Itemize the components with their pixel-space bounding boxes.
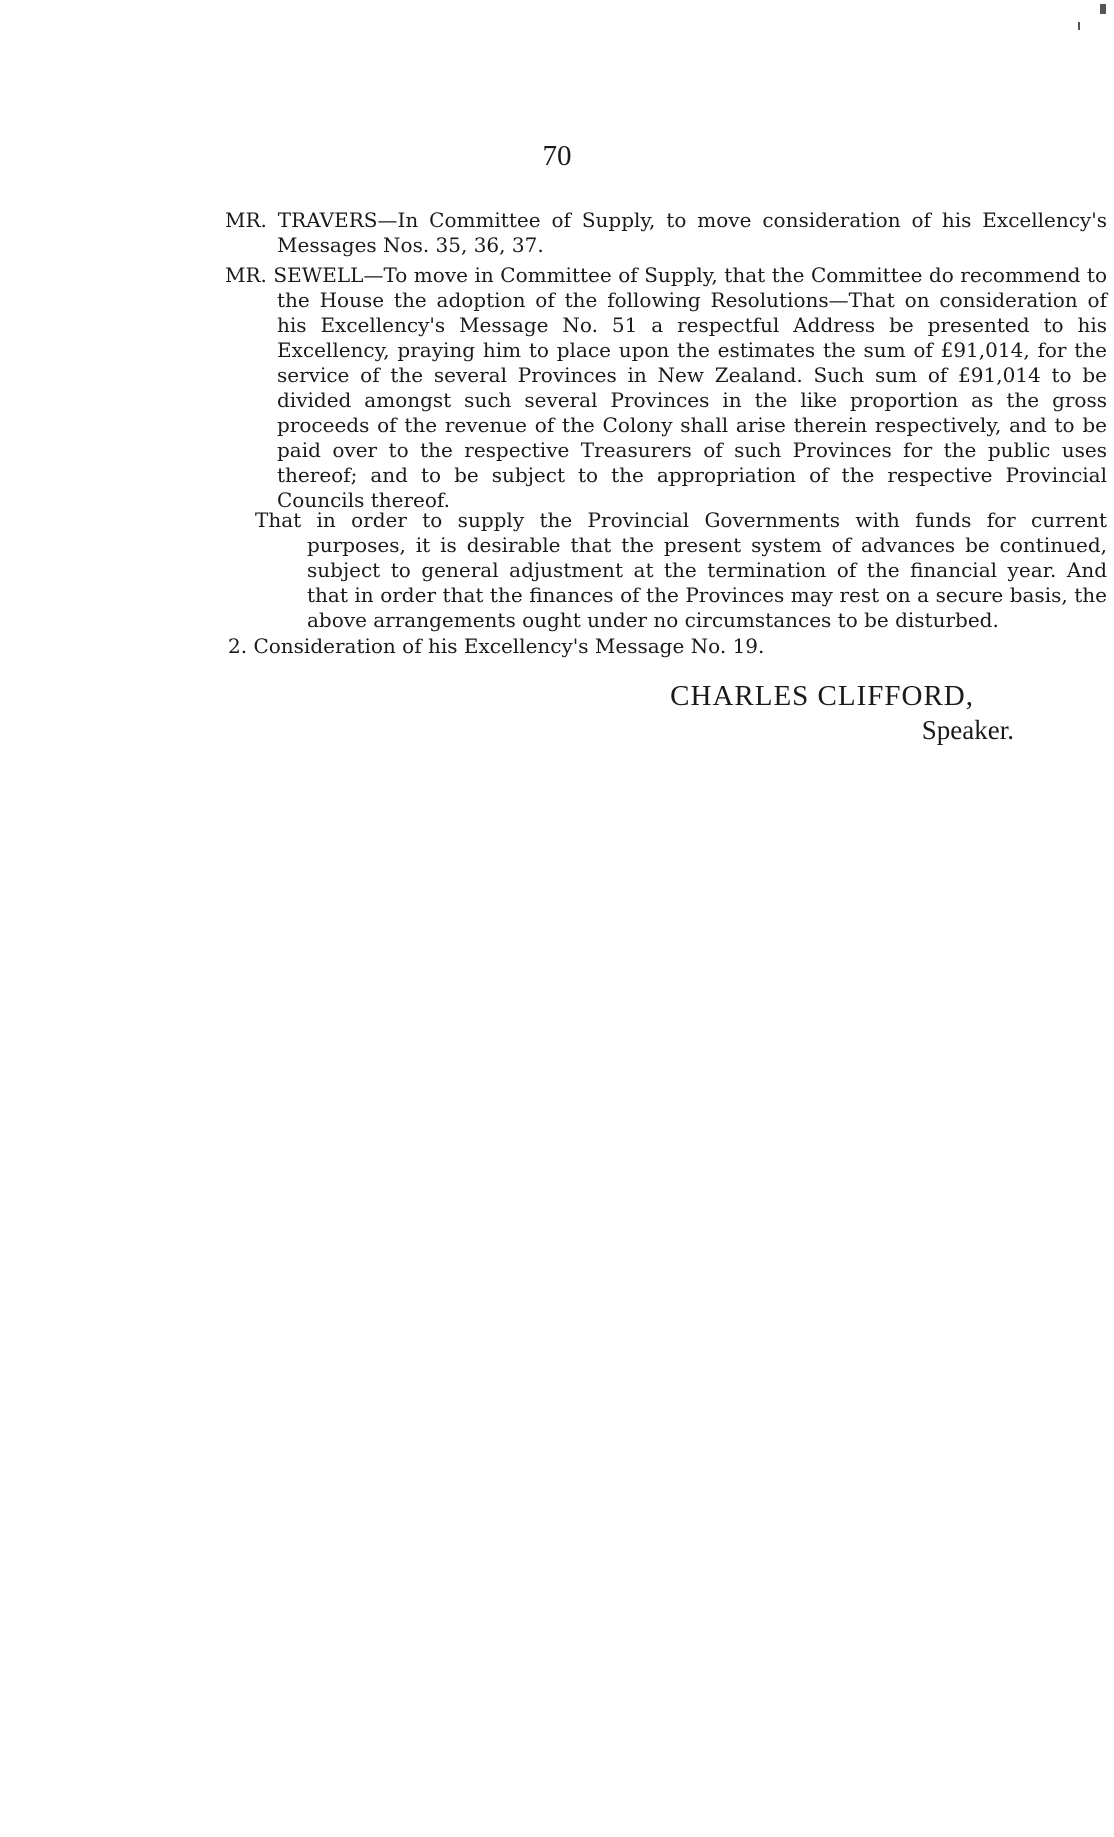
notice-text: —To move in Committee of Supply, that the Committee do recommend to the House the adoption of the following Resolutions—That on consideration of his Excellency's Message No. 51 a respectful Address be presented to his Excellency, praying him to place upon the estimates the sum of £91,014, for the service of the several Provinces in New Zealand. Such sum of £91,014 to be divided amongst such several Provinces in the like proportion as the gross proceeds of the revenue of the Colony shall arise therein respectively, and to be paid over to the respective Treasurers of such Provinces for the public uses thereof; and to be subject to the appropriation of the respective Provincial Councils thereof. bbox=[277, 263, 1107, 512]
scan-speck bbox=[1078, 22, 1080, 30]
speaker-title: Speaker. bbox=[921, 715, 1014, 745]
signature-block bbox=[670, 678, 1014, 746]
member-name: MR. SEWELL bbox=[225, 263, 364, 287]
notice-travers bbox=[225, 208, 1107, 258]
member-name: MR. TRAVERS bbox=[225, 208, 378, 232]
resolution-paragraph: That in order to supply the Provincial Governments with funds for current purposes, it is desirable that the present system of advances be continued, subject to general adjustment at the termination of the financial year. And that in order that the finances of the Provinces may rest on a secure basis, the above arrangements ought under no circumstances to be disturbed. bbox=[255, 508, 1107, 632]
agenda-item-two: 2. Consideration of his Excellency's Message No. 19. bbox=[228, 634, 765, 658]
scan-speck bbox=[1100, 4, 1106, 14]
notice-sewell bbox=[225, 263, 1107, 513]
speaker-name: CHARLES CLIFFORD, bbox=[670, 680, 974, 712]
notice-text: —In Committee of Supply, to move consideration of his Excellency's Messages Nos. 35, 36, 37. bbox=[277, 208, 1107, 257]
page-number: 70 bbox=[542, 140, 572, 172]
